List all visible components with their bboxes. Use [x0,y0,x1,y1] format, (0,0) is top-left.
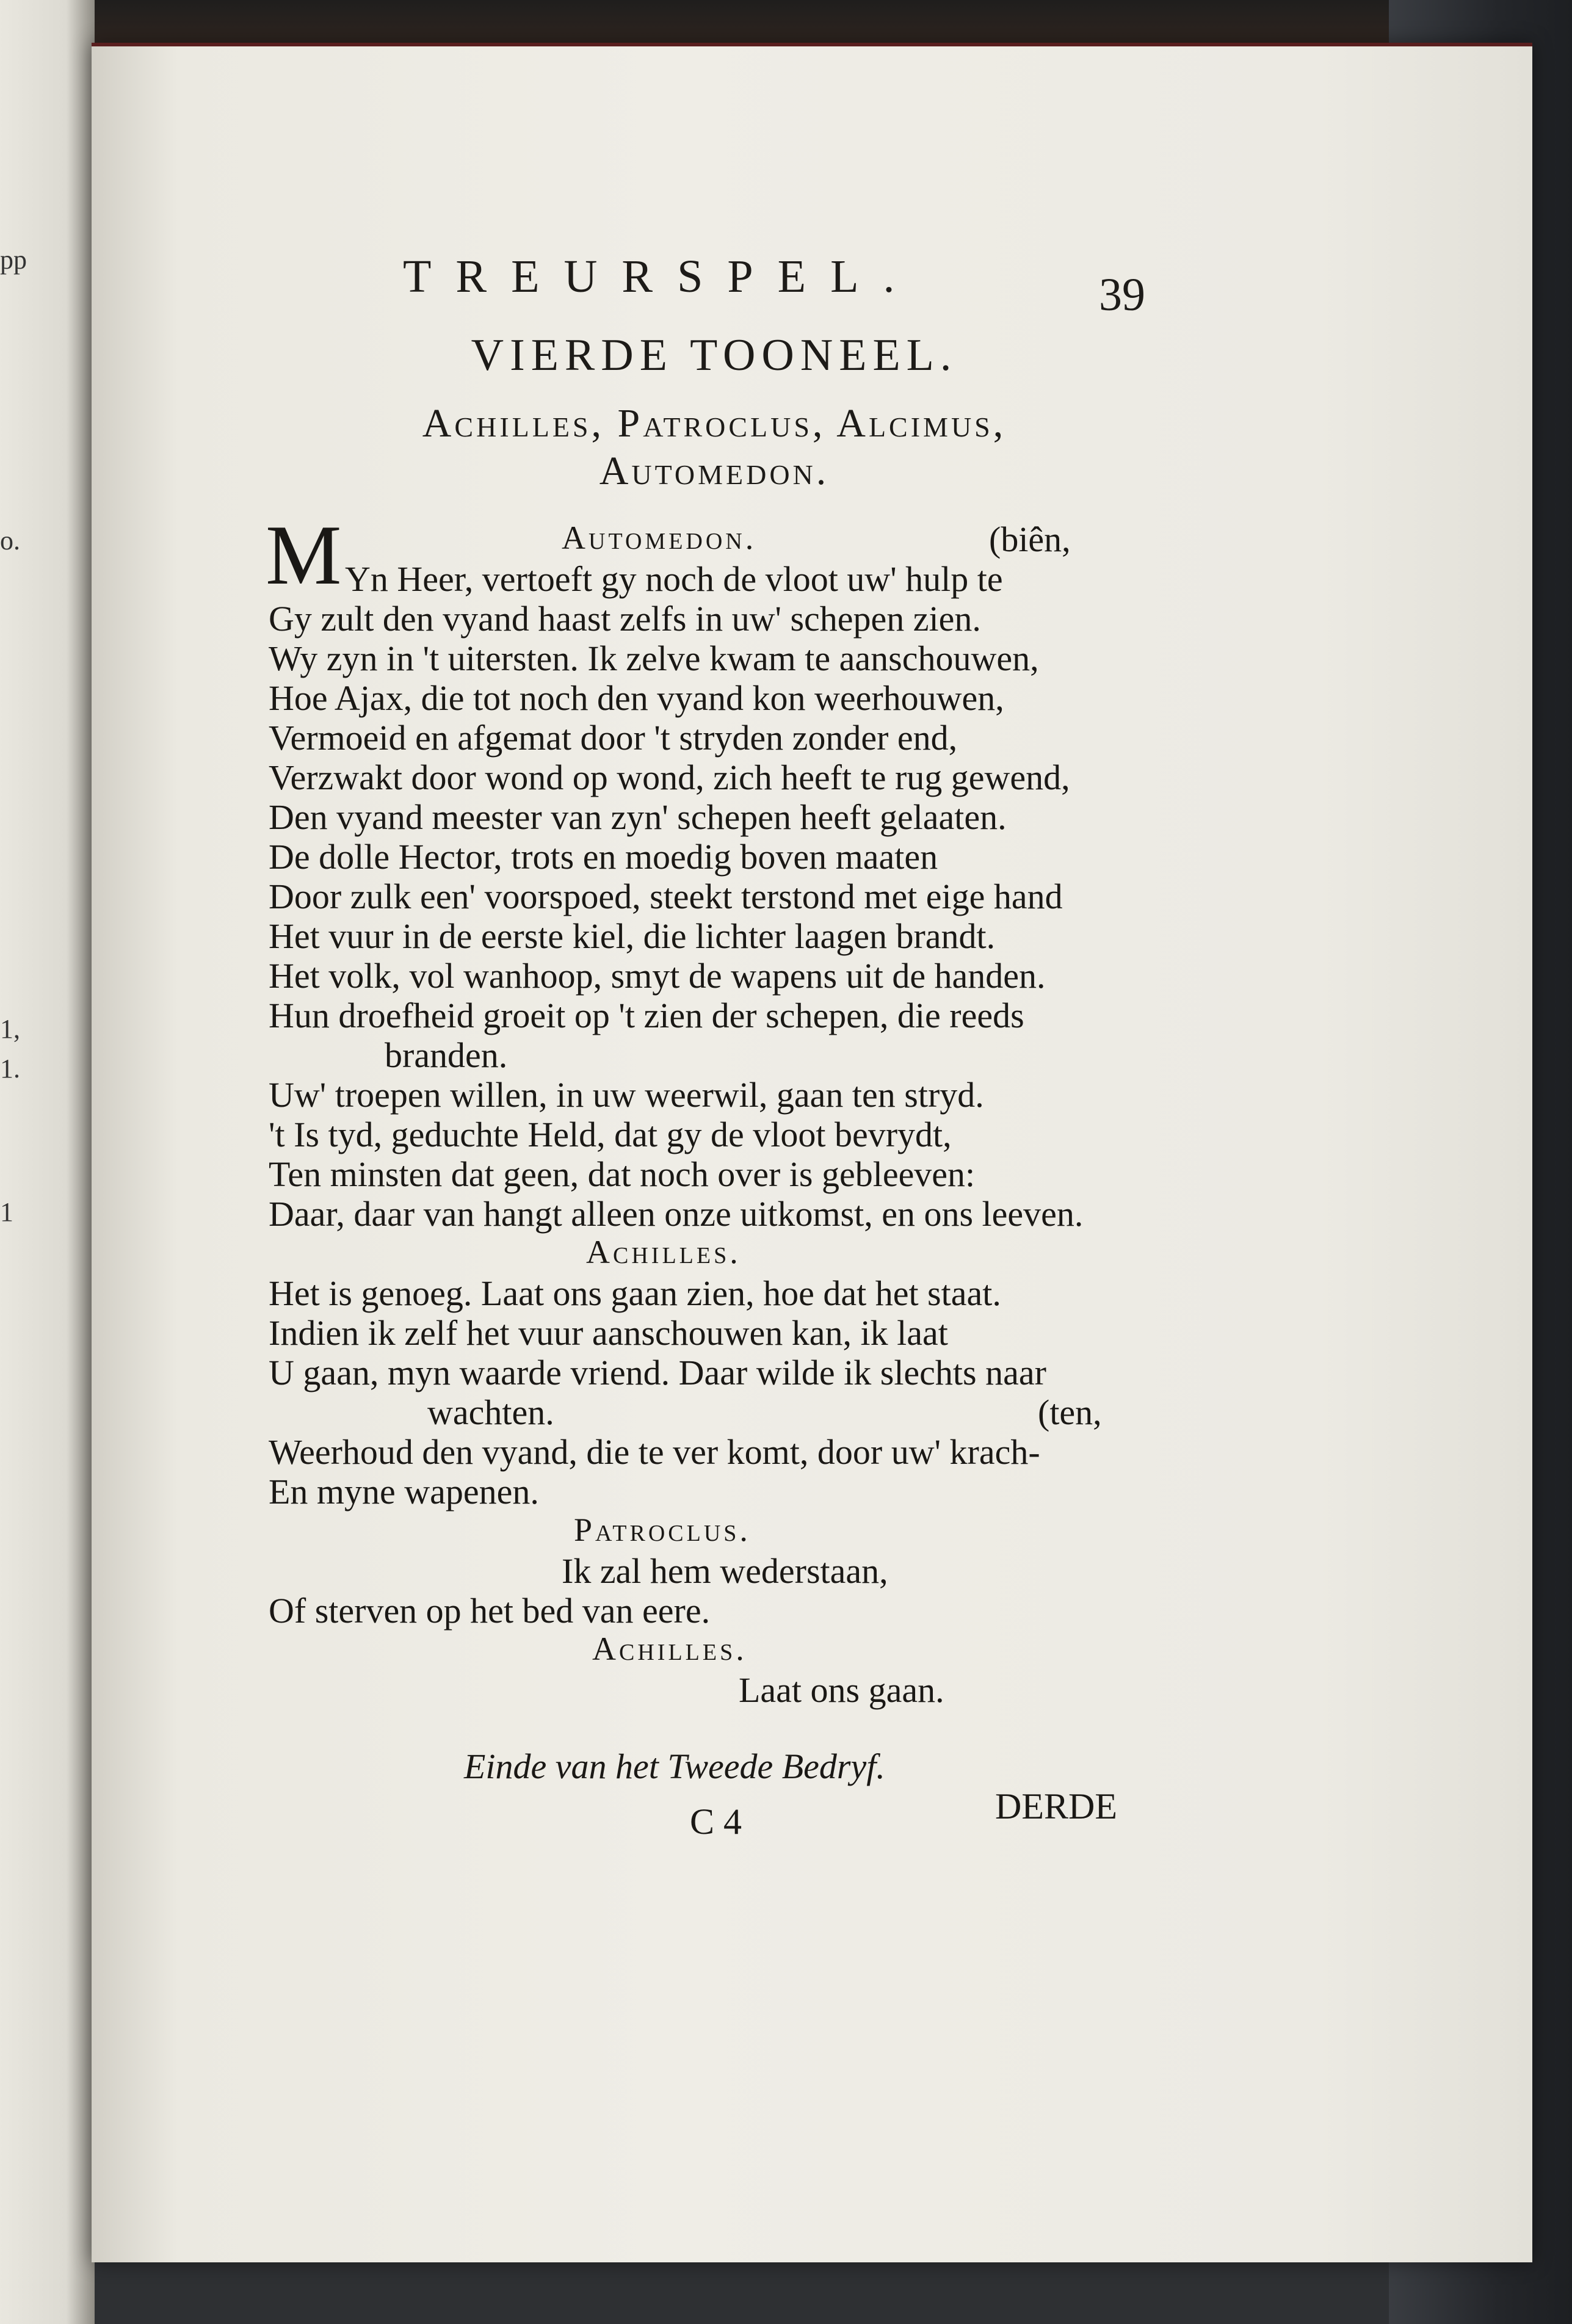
cast-line: Achilles, Patroclus, Alcimus, [422,401,1007,446]
verse-carryover: (biên, [989,519,1071,559]
speaker-name: Achilles. [592,1631,747,1667]
speaker-name: Automedon. [562,519,757,556]
verse-line: U gaan, myn waarde vriend. Daar wilde ik slechts naar [269,1353,1046,1392]
verse-line: Het is genoeg. Laat ons gaan zien, hoe dat het staat. [269,1273,1001,1313]
left-page-fragment: o. [0,526,20,556]
verse-line: Vermoeid en afgemat door 't stryden zonder end, [269,718,958,758]
verse-line: Verzwakt door wond op wond, zich heeft te rug gewend, [269,758,1070,797]
verse-line: Ten minsten dat geen, dat noch over is gebleeven: [269,1154,976,1194]
verse-line: Of sterven op het bed van eere. [269,1591,711,1631]
verse-line: Hoe Ajax, die tot noch den vyand kon weerhouwen, [269,678,1004,718]
scene-title: VIERDE TOONEEL. [471,330,958,380]
verse-line: Daar, daar van hangt alleen onze uitkomst, en ons leeven. [269,1194,1084,1234]
verse-line: wachten. [427,1392,554,1432]
verse-line: Weerhoud den vyand, die te ver komt, door uw' krach- [269,1432,1040,1472]
verse-line: De dolle Hector, trots en moedig boven maaten [269,837,938,877]
running-head: TREURSPEL. [403,251,919,302]
verse-line: Uw' troepen willen, in uw weerwil, gaan ten stryd. [269,1075,984,1115]
left-page-fragment: 1, [0,1014,20,1044]
drop-capital: M [266,508,342,603]
left-page-fragment: 1. [0,1054,20,1084]
verse-line: Het vuur in de eerste kiel, die lichter laagen brandt. [269,916,996,956]
verse-line: 't Is tyd, geduchte Held, dat gy de vloot bevrydt, [269,1115,952,1154]
verse-line: Yn Heer, vertoeft gy noch de vloot uw' hulp te [345,559,1003,599]
catchword: DERDE [995,1786,1117,1826]
signature-mark: C 4 [690,1801,742,1842]
act-end-colophon: Einde van het Tweede Bedryf. [464,1747,885,1786]
verse-line: Indien ik zelf het vuur aanschouwen kan, ik laat [269,1313,948,1353]
verse-line: Den vyand meester van zyn' schepen heeft gelaaten. [269,797,1007,837]
verse-line: Wy zyn in 't uitersten. Ik zelve kwam te aanschouwen, [269,639,1039,678]
left-page-fragment: 1 [0,1197,13,1227]
left-page-edge [0,0,95,2324]
verse-line: En myne wapenen. [269,1472,539,1511]
speaker-name: Patroclus. [574,1511,751,1548]
verse-line: branden. [385,1035,508,1075]
speaker-name: Achilles. [586,1234,741,1270]
verse-carryover: (ten, [1038,1392,1102,1432]
verse-line: Ik zal hem wederstaan, [562,1551,888,1591]
verse-line: Laat ons gaan. [739,1670,944,1710]
verse-line: Gy zult den vyand haast zelfs in uw' schepen zien. [269,599,981,639]
cast-line: Automedon. [599,449,830,493]
cast-list [293,400,1136,495]
left-page-fragment: pp [0,245,27,275]
verse-line: Hun droefheid groeit op 't zien der schepen, die reeds [269,996,1024,1035]
verse-line: Het volk, vol wanhoop, smyt de wapens uit de handen. [269,956,1046,996]
page-number: 39 [1099,269,1145,320]
verse-line: Door zulk een' voorspoed, steekt terstond met eige hand [269,877,1063,916]
